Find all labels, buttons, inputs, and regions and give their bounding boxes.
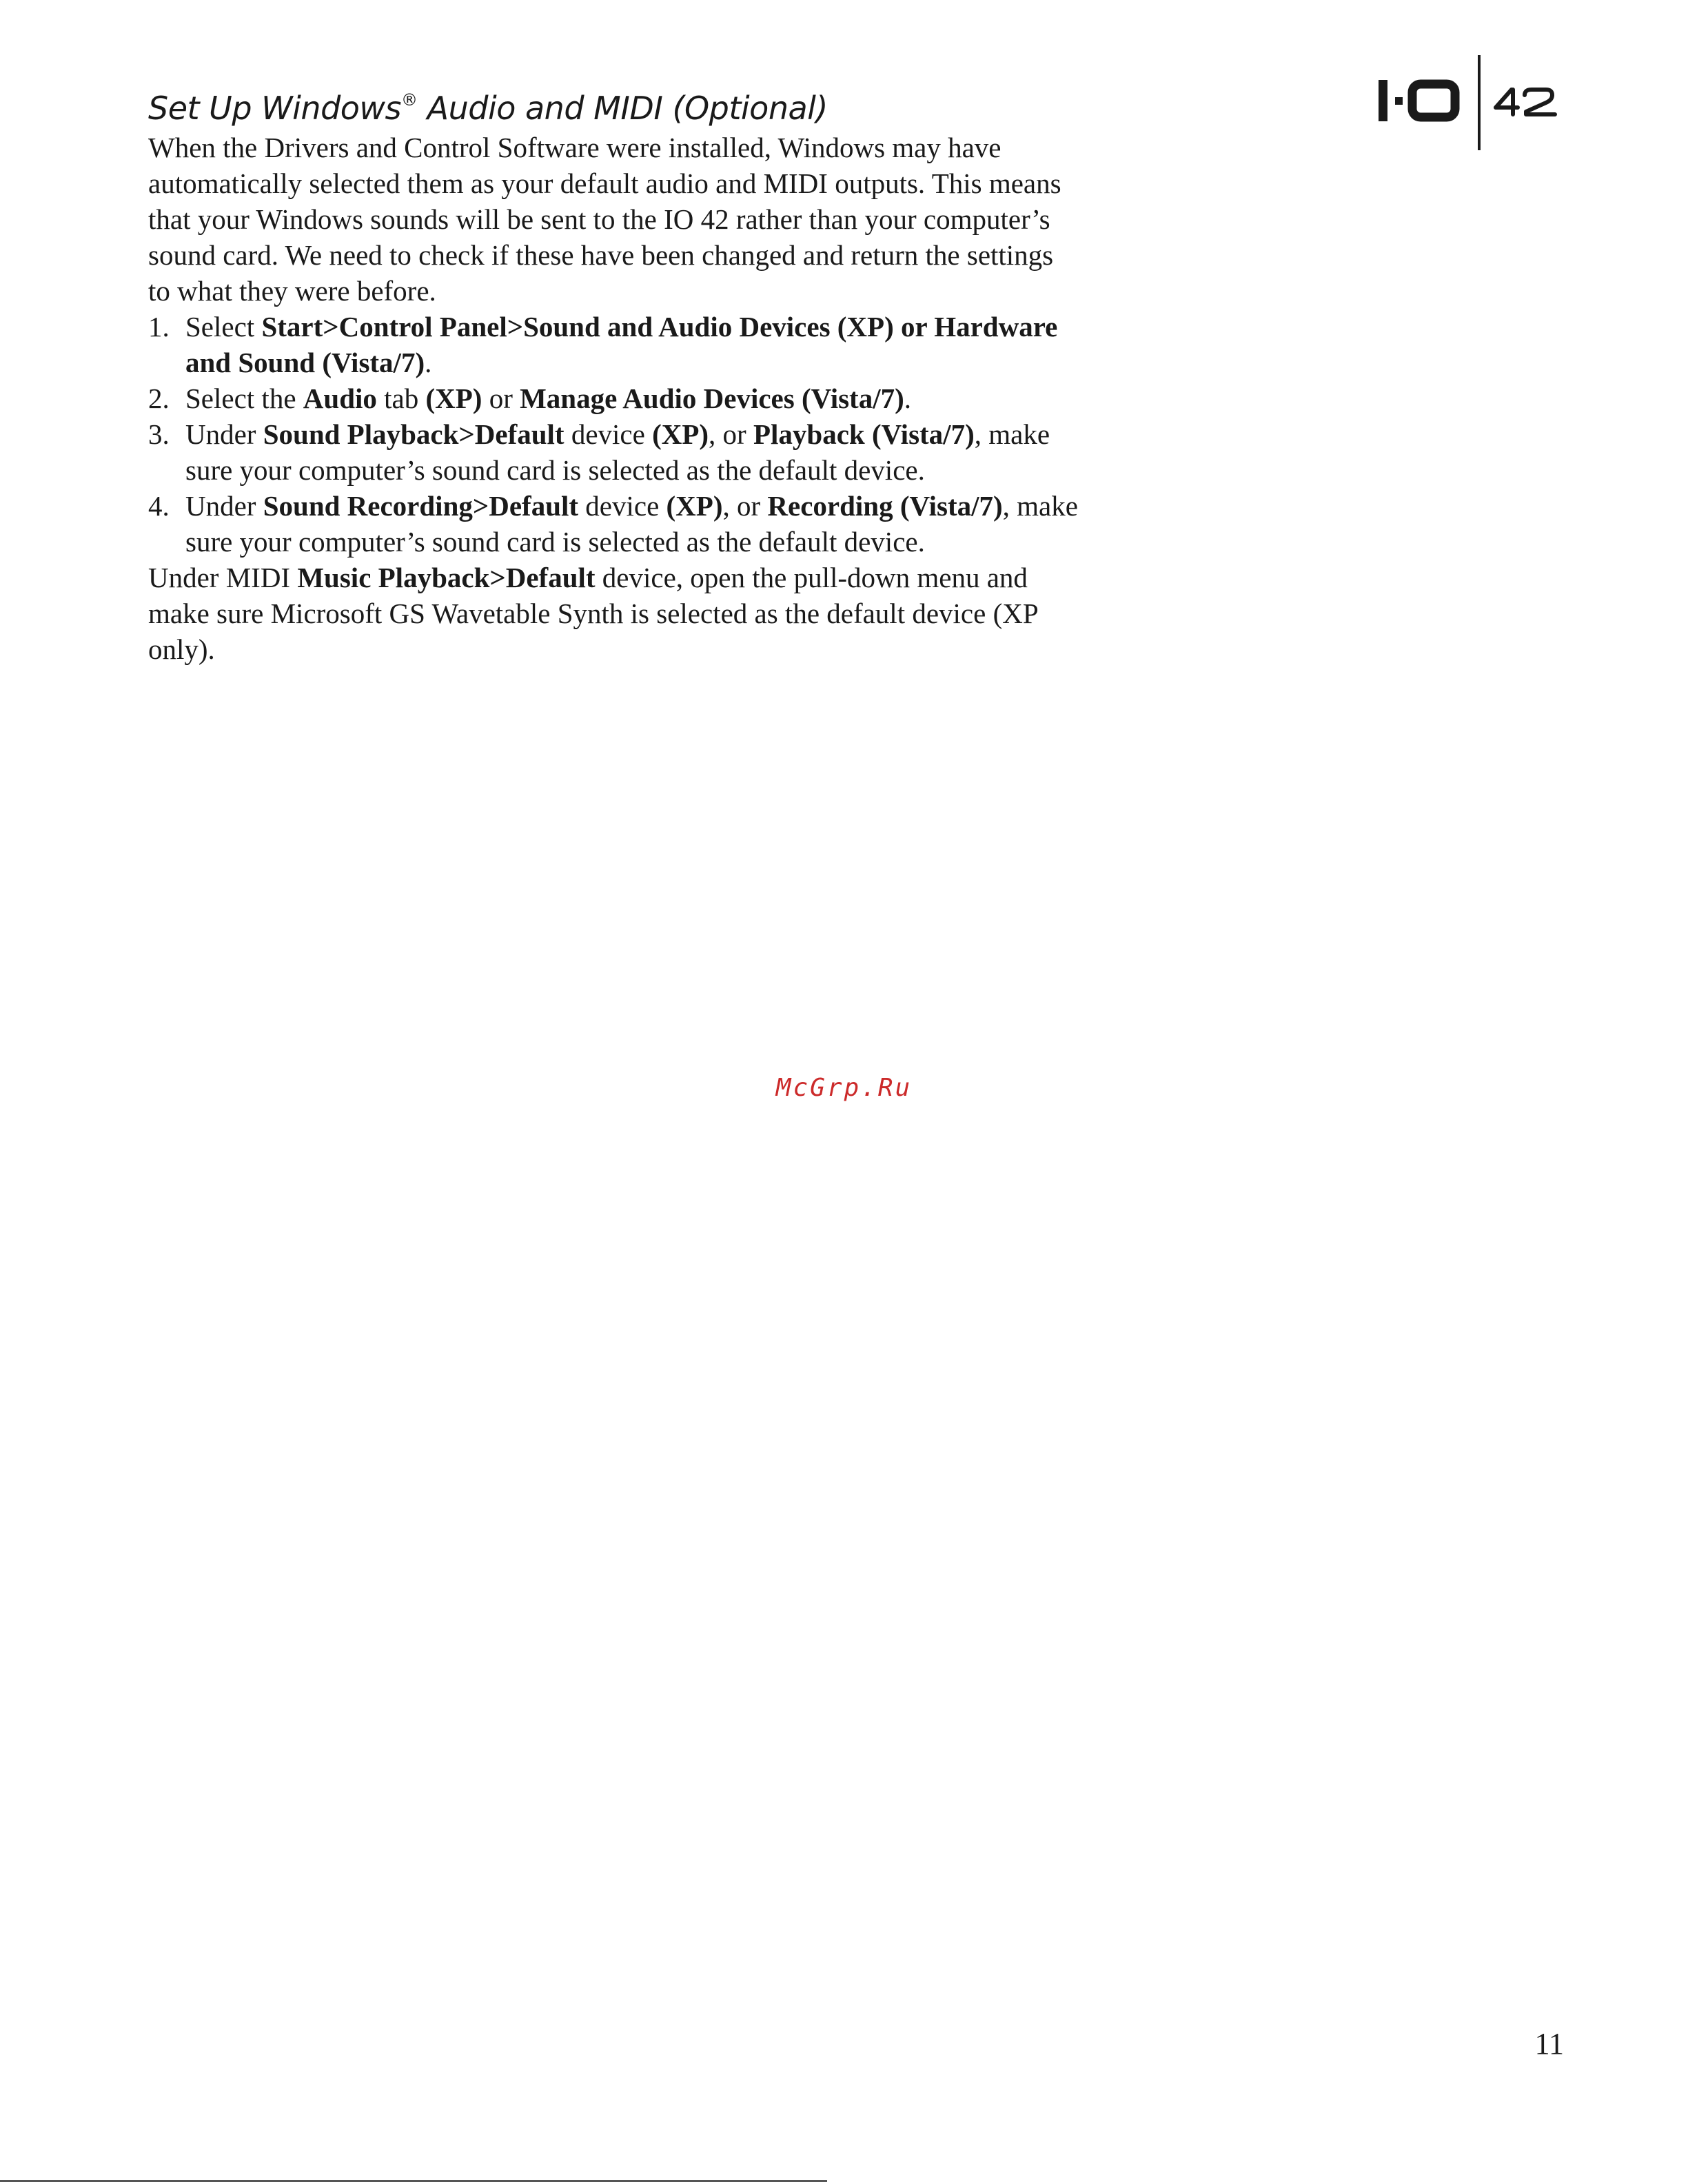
io-logo-mark (1379, 80, 1455, 121)
midi-text: Under MIDI (148, 562, 298, 593)
step-number: 3. (148, 418, 170, 450)
registered-mark: ® (401, 90, 418, 110)
step-bold: (XP) (652, 418, 709, 450)
io42-logo (1379, 54, 1578, 154)
step-bold: Sound Recording>Default (263, 490, 579, 522)
step-text: , or (709, 418, 753, 450)
step-text: Select (185, 311, 262, 343)
logo-42-mark (1496, 90, 1555, 114)
step-item (148, 488, 1079, 560)
step-bold: Recording (Vista/7) (767, 490, 1003, 522)
step-number: 1. (148, 311, 170, 343)
step-text: . (904, 382, 911, 414)
step-text: , make sure your computer’s sound card is selected as the default device. (185, 418, 1050, 486)
step-bold: Audio (303, 382, 377, 414)
section-heading (148, 90, 828, 127)
step-text: Under (185, 418, 263, 450)
step-bold: Playback (Vista/7) (753, 418, 975, 450)
step-text: Select the (185, 382, 303, 414)
heading-pre: Set Up Windows (148, 90, 401, 127)
step-text: Under (185, 490, 263, 522)
step-bold: Sound Playback>Default (263, 418, 565, 450)
heading-post: Audio and MIDI (Optional) (417, 90, 828, 127)
step-text: device (564, 418, 653, 450)
midi-paragraph (148, 560, 1079, 667)
step-item (148, 416, 1079, 488)
step-bold: Start>Control Panel>Sound and Audio Devices (XP) or Hardware and Sound (Vista/7) (185, 311, 1058, 378)
step-number: 4. (148, 490, 170, 522)
step-item (148, 309, 1079, 380)
step-text: , make sure your computer’s sound card is selected as the default device. (185, 490, 1078, 558)
watermark: McGrp.Ru (775, 1074, 913, 1102)
midi-bold: Music Playback>Default (297, 562, 596, 593)
step-text: . (425, 347, 432, 378)
step-bold: Manage Audio Devices (Vista/7) (520, 382, 904, 414)
step-bold: (XP) (666, 490, 723, 522)
step-bold: (XP) (425, 382, 482, 414)
steps-list (148, 309, 1079, 560)
step-number: 2. (148, 382, 170, 414)
step-item (148, 380, 1079, 416)
page-number: 11 (1534, 2027, 1564, 2061)
logo-divider (1478, 55, 1481, 150)
midi-text: device, open the pull-down menu and make sure Microsoft GS Wavetable Synth is selected as the default device (XP only). (148, 562, 1038, 665)
step-text: device (578, 490, 667, 522)
step-text: or (482, 382, 520, 414)
footer-divider (0, 2180, 827, 2182)
body-content (148, 130, 1079, 667)
step-text: tab (376, 382, 426, 414)
step-text: , or (722, 490, 768, 522)
intro-paragraph: When the Drivers and Control Software were installed, Windows may have automatically selected them as your default audio and MIDI outputs. This means that your Windows sounds will be sent to the IO 42 rather than your computer’s sound card. We need to check if these have been changed and return the settings to what they were before. (148, 132, 1061, 307)
